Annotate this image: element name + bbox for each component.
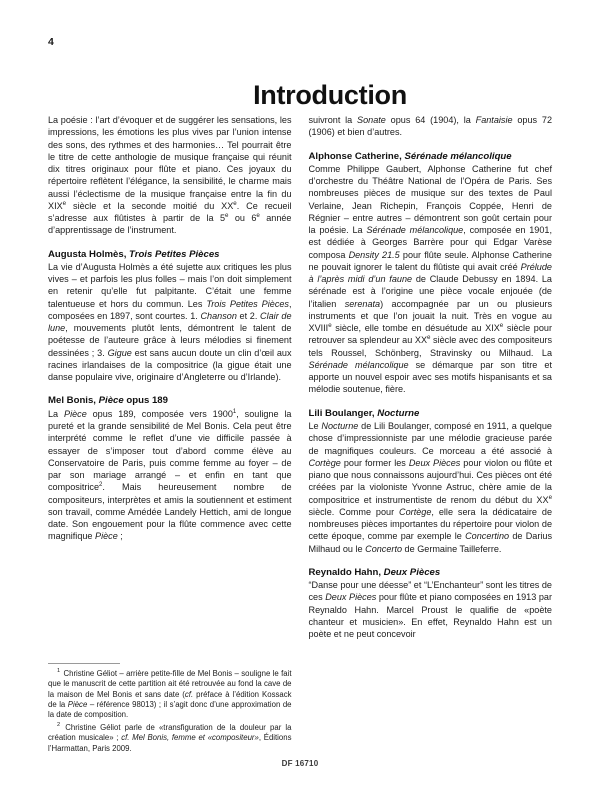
paragraph-alphonse-catherine: Comme Philippe Gaubert, Alphonse Catherine fut chef d’orchestre du Théâtre National de l’Opéra de Paris. Ses nombreuses pièces de musique sur des textes de Paul Verlaine, Jean Richepin, François Coppée, Henri de Régnier – entre autres – démontrent son goût certain pour la poésie. La Sérénade mélancolique, composée en 1901, est dédiée à Georges Barrère pour qui Edgar Varèse composa Density 21.5 pour flûte seule. Alphonse Catherine ne pouvait ignorer le talent du flûtiste qui avait créé Prélude à l’après midi d’un faune de Claude Debussy en 1894. La sérénade est à l’origine une pièce vocale enjouée (de l’italien serenata) accompagnée par un ou plusieurs instruments et que l’on jouait la nuit. Très en vogue au XVIIIe siècle, elle tombe en désuétude au XIXe siècle pour retrouver sa splendeur au XXe siècle avec des compositeurs tels Roussel, Schönberg, Stravinsky ou Milhaud. La Sérénade mélancolique se démarque par son titre et apporte un nouvel espoir avec ses motifs hispanisants et sa mélodie soutenue, fière. [308, 163, 552, 395]
left-column-body [48, 114, 292, 543]
ordinal-suffix: e [499, 322, 504, 330]
footnote-marker: 2 [57, 722, 61, 729]
section-heading-reynaldo-hahn [309, 567, 553, 579]
section-heading-mel-bonis [48, 395, 292, 407]
paragraph-augusta-holmes: La vie d’Augusta Holmès a été sujette aux critiques les plus vives – et parfois les plus folles – mais l’on doit simplement en retenir qu’elle fut palpitante. C’était une femme talentueuse et hors du commun. Les Trois Petites Pièces, composées en 1897, sont courtes. 1. Chanson et 2. Clair de lune, mouvements plutôt lents, démontrent le talent de poétesse de l’auteure grâce à leurs mélodies si finement dessinées ; 3. Gigue est sans aucun doute un clin d’œil aux racines irlandaises de la compositrice (la gigue était une danse populaire vive, originaire d’Angleterre ou d’Irlande). [48, 261, 292, 383]
paragraph-reynaldo-hahn: “Danse pour une déesse” et “L’Enchanteur” sont les titres de ces Deux Pièces pour flûte et piano composées en 1913 par Reynaldo Hahn. Marcel Proust le qualifie de «poète chanteur et musicien». En effet, Reynaldo Hahn est un poète et ne peut concevoir [308, 580, 552, 640]
composer-name: Mel Bonis, [48, 395, 99, 407]
ordinal-suffix: e [328, 322, 332, 330]
work-title: Trois Petites Pièces [129, 248, 220, 260]
footnotes-area [48, 654, 292, 754]
composer-name: Reynaldo Hahn, [308, 566, 384, 578]
intro-paragraph: La poésie : l’art d’évoquer et de suggérer les sensations, les impressions, les émotions les plus vives par l’union intense des sons, des rythmes et des harmonies… Tel pourrait être le titre de cette anthologie de musique française qui réunit dix titres originaux pour flûte et piano. Ces joyaux du répertoire reflètent l’élégance, la sensibilité, le charme mais aussi l’éclectisme de la musique française entre la fin du XIXe siècle et la seconde moitié du XXe. Ce recueil s’adresse aux flûtistes à partir de la 5e ou 6e année d’apprentissage de l’instrument. [48, 115, 292, 236]
footnote-separator-rule [48, 663, 120, 664]
page-footer-code: DF 16710 [281, 759, 319, 768]
page-number: 4 [48, 36, 54, 48]
ordinal-suffix: e [548, 493, 552, 501]
two-column-layout [48, 114, 552, 754]
right-column [309, 114, 553, 640]
paragraph-mel-bonis: La Pièce opus 189, composée vers 1900$^1$, souligne la pureté et la grande sensibilité de Mel Bonis. Cela peut être interprété comme le reflet d’une vie difficile passée à essayer de s’imposer tout d’abord comme élève au Conservatoire de Paris, puis comme femme au foyer – de par son mariage arrangé – et enfin en tant que compositrice$^2$. Mais heureusement nombre de compositeurs, interprètes et amis la soutiennent et estiment son travail, comme Amédée Landely Hettich, ami de longue date. Son engouement pour la flûte commence avec cette magnifique Pièce ; [48, 408, 292, 542]
ordinal-suffix: e [256, 211, 260, 219]
footnote-ref-2[interactable]: 2 [99, 482, 103, 489]
ordinal-suffix: e [233, 199, 237, 207]
work-title: Sérénade mélancolique [404, 150, 512, 162]
paragraph-lili-boulanger: Le Nocturne de Lili Boulanger, composé en 1911, a quelque chose d’impressionniste par une mélodie gracieuse parée de magnifiques couleurs. Ce morceau a été associé à Cortège pour former les Deux Pièces pour violon ou flûte et piano que nous connaissons aujourd’hui. Ces pièces ont été créées par la violoniste Yvonne Astruc, chère amie de la compositrice et instrumentiste de renom du début du XXe siècle. Comme pour Cortège, elle sera la dédicataire de nombreuses pièces importantes du répertoire pour violon de cette époque, comme par exemple le Concertino de Darius Milhaud ou le Concerto de Germaine Tailleferre. [308, 421, 553, 554]
work-opus: opus 189 [123, 395, 168, 407]
footnote-ref-1[interactable]: 1 [232, 408, 237, 415]
composer-name: Lili Boulanger, [308, 407, 378, 419]
work-title: Pièce [98, 395, 124, 407]
section-heading-alphonse-catherine [309, 151, 553, 163]
ordinal-suffix: e [427, 334, 431, 342]
composer-name: Alphonse Catherine, [308, 150, 405, 162]
composer-name: Augusta Holmès, [48, 248, 130, 260]
footnote-2: $^2$ Christine Géliot parle de «transfiguration de la douleur par la création musicale» ; cf. Mel Bonis, femme et «compositeur», Éditions l’Harmattan, Paris 2009. [48, 722, 292, 753]
page-title: Introduction [253, 80, 407, 111]
left-column [48, 114, 292, 754]
footnote-marker: 1 [57, 668, 61, 675]
work-title: Deux Pièces [383, 566, 441, 578]
section-heading-lili-boulanger [309, 408, 553, 420]
ordinal-suffix: e [62, 199, 67, 207]
ordinal-suffix: e [225, 211, 229, 219]
paragraph-continuation: suivront la Sonate opus 64 (1904), la Fantaisie opus 72 (1906) et bien d’autres. [308, 115, 552, 138]
footnote-1: $^1$ Christine Géliot – arrière petite-fille de Mel Bonis – souligne le fait que le manuscrit de cette partition ait été retrouvée au fond la cave de la maison de Mel Bonis et sans date (cf. préface à l’édition Kossack de la Pièce – référence 98013) ; il s’agit donc d’une approximation de la date de composition. [48, 668, 292, 720]
section-heading-augusta-holmes [48, 249, 292, 261]
work-title: Nocturne [377, 407, 420, 419]
